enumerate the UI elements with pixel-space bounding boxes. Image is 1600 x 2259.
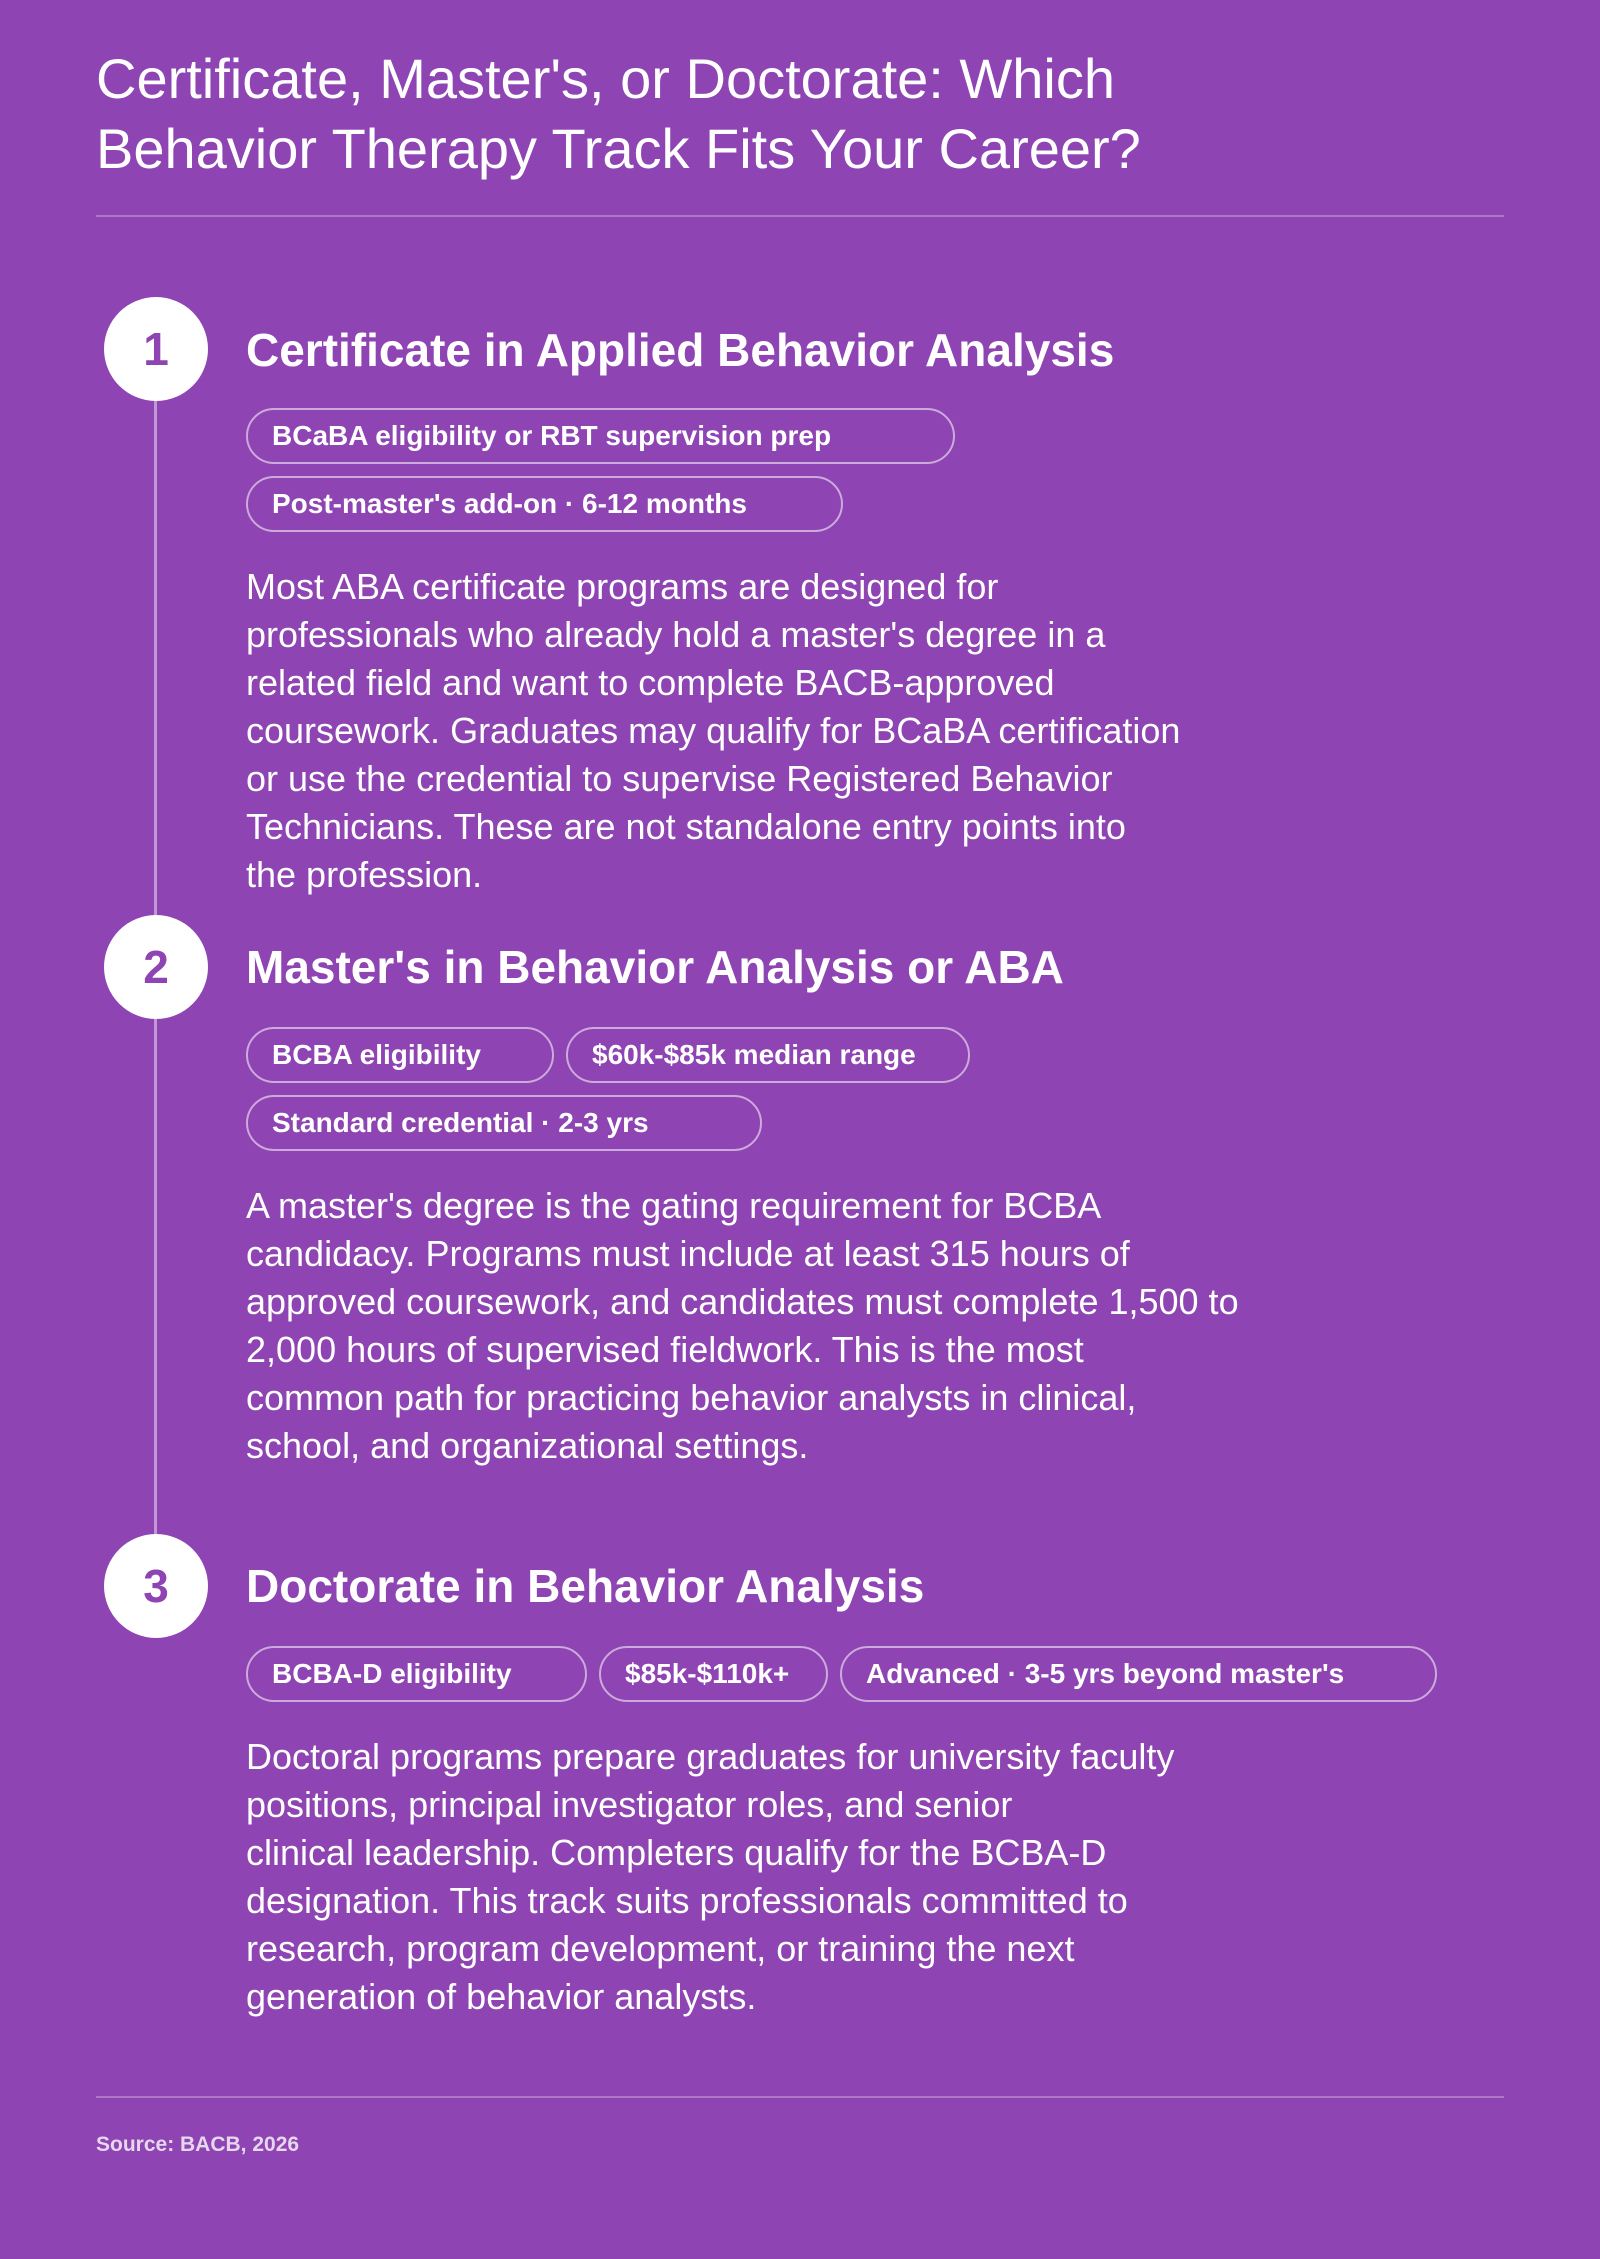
- description-line: or use the credential to supervise Registered Behavior: [246, 758, 1113, 799]
- tag-row: [246, 476, 967, 532]
- tag-eligibility: BCBA-D eligibility: [246, 1646, 587, 1702]
- description-line: designation. This track suits professionals committed to: [246, 1880, 1128, 1921]
- description-line: candidacy. Programs must include at least 315 hours of: [246, 1233, 1130, 1274]
- tag-salary: $85k-$110k+: [599, 1646, 828, 1702]
- bottom-divider: [96, 2096, 1504, 2098]
- tag-duration: Post-master's add-on · 6-12 months: [246, 476, 843, 532]
- top-divider: [96, 215, 1504, 217]
- step-description: [246, 1182, 1239, 1470]
- step-tags: [246, 408, 967, 544]
- tag-row: [246, 1027, 982, 1083]
- description-line: coursework. Graduates may qualify for BCaBA certification: [246, 710, 1181, 751]
- step-title: Certificate in Applied Behavior Analysis: [246, 324, 1115, 376]
- tag-row: [246, 1095, 982, 1151]
- description-line: approved coursework, and candidates must complete 1,500 to: [246, 1281, 1239, 1322]
- tag-eligibility: BCBA eligibility: [246, 1027, 554, 1083]
- step-title: Master's in Behavior Analysis or ABA: [246, 941, 1064, 993]
- description-line: A master's degree is the gating requirement for BCBA: [246, 1185, 1102, 1226]
- description-line: 2,000 hours of supervised fieldwork. This is the most: [246, 1329, 1084, 1370]
- step-description: [246, 1733, 1174, 2021]
- step-number-badge: 3: [104, 1534, 208, 1638]
- description-line: clinical leadership. Completers qualify for the BCBA-D: [246, 1832, 1107, 1873]
- description-line: Technicians. These are not standalone entry points into: [246, 806, 1126, 847]
- description-line: the profession.: [246, 854, 483, 895]
- description-line: generation of behavior analysts.: [246, 1976, 757, 2017]
- page-title: [96, 44, 1396, 184]
- tag-row: [246, 1646, 1449, 1702]
- description-line: research, program development, or training the next: [246, 1928, 1075, 1969]
- page-title-line-2: Behavior Therapy Track Fits Your Career?: [96, 117, 1141, 180]
- step-tags: [246, 1027, 982, 1163]
- page-title-line-1: Certificate, Master's, or Doctorate: Which: [96, 47, 1115, 110]
- tag-duration: Standard credential · 2-3 yrs: [246, 1095, 762, 1151]
- description-line: Doctoral programs prepare graduates for university faculty: [246, 1736, 1175, 1777]
- tag-salary: $60k-$85k median range: [566, 1027, 970, 1083]
- description-line: related field and want to complete BACB-approved: [246, 662, 1055, 703]
- step-number-badge: 1: [104, 297, 208, 401]
- step-description: [246, 563, 1180, 899]
- step-number-badge: 2: [104, 915, 208, 1019]
- step-title: Doctorate in Behavior Analysis: [246, 1560, 925, 1612]
- description-line: school, and organizational settings.: [246, 1425, 809, 1466]
- tag-duration: Advanced · 3-5 yrs beyond master's: [840, 1646, 1437, 1702]
- source-note: Source: BACB, 2026: [96, 2133, 300, 2156]
- description-line: positions, principal investigator roles, and senior: [246, 1784, 1013, 1825]
- tag-eligibility: BCaBA eligibility or RBT supervision prep: [246, 408, 955, 464]
- description-line: Most ABA certificate programs are designed for: [246, 566, 999, 607]
- description-line: common path for practicing behavior analysts in clinical,: [246, 1377, 1137, 1418]
- description-line: professionals who already hold a master's degree in a: [246, 614, 1106, 655]
- tag-row: [246, 408, 967, 464]
- step-tags: [246, 1646, 1449, 1714]
